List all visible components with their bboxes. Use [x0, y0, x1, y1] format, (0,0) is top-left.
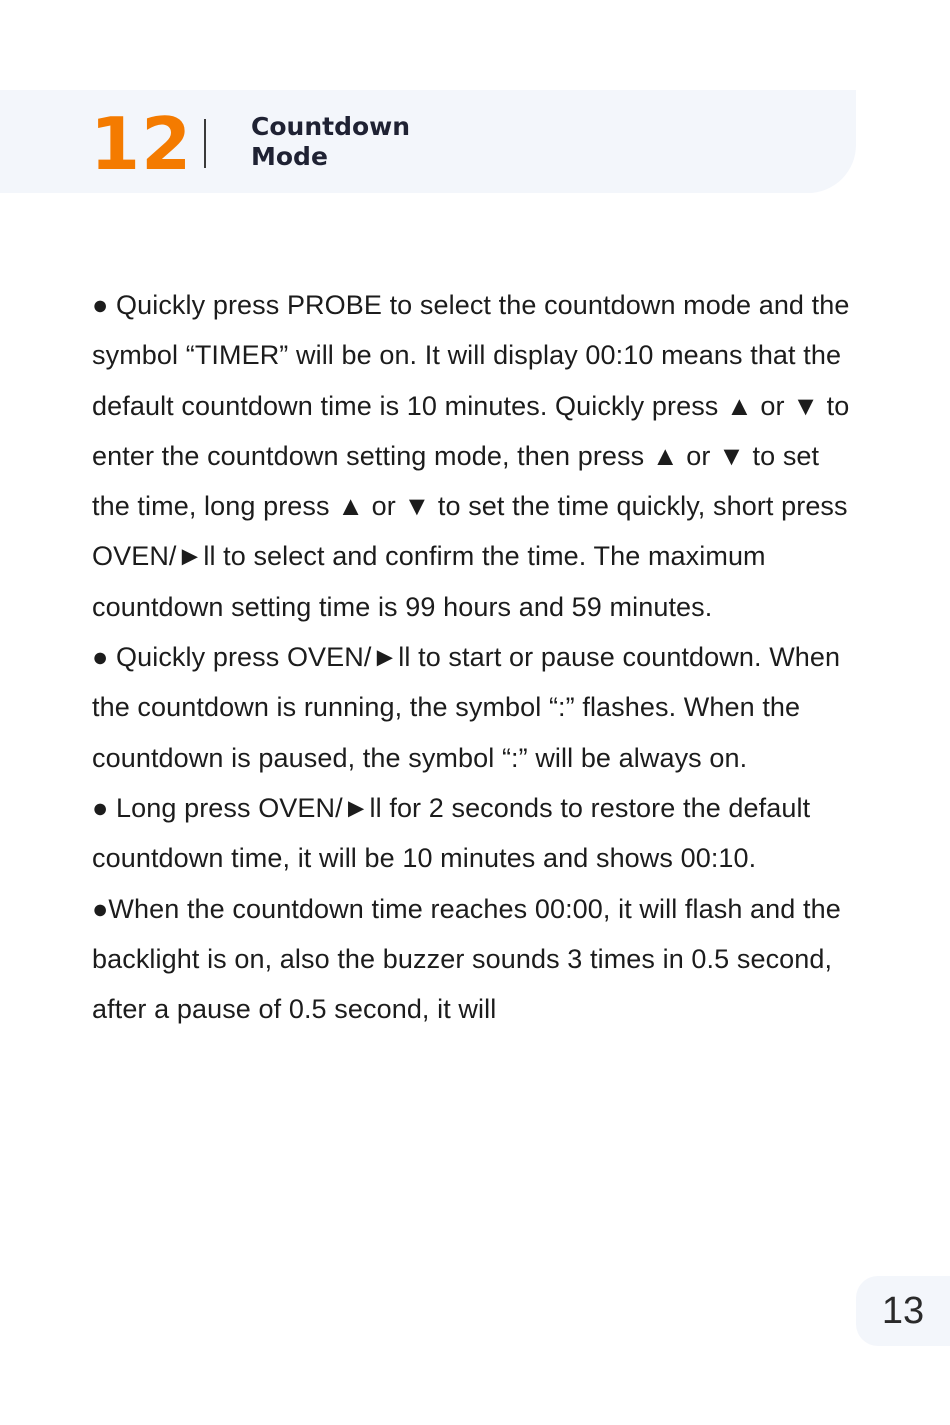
instruction-paragraph-start-pause: ● Quickly press OVEN/►ll to start or pause countdown. When the countdown is running, the symbol “:” flashes. When the countdown is paused, the symbol “:” will be always on.	[92, 642, 841, 773]
header-divider	[204, 119, 206, 168]
section-title-line2: Mode	[251, 142, 328, 171]
instruction-paragraph-select: ● Quickly press PROBE to select the countdown mode and the symbol “TIMER” will be on. It will display 00:10 means that the default countdown time is 10 minutes. Quickly press ▲ or ▼ to enter the countdown setting mode, then press ▲ or ▼ to set the time, long press ▲ or ▼ to set the time quickly, short press OVEN/►ll to select and confirm the time. The maximum countdown setting time is 99 hours and 59 minutes.	[92, 290, 850, 622]
instruction-paragraph-restore: ● Long press OVEN/►ll for 2 seconds to restore the default countdown time, it will be 10 minutes and shows 00:10.	[92, 792, 811, 874]
instruction-paragraph-alarm: ●When the countdown time reaches 00:00, it will flash and the backlight is on, also the buzzer sounds 3 times in 0.5 second, after a pause of 0.5 second, it will	[92, 893, 841, 1025]
page-number: 13	[881, 1290, 925, 1332]
section-title-line1: Countdown	[251, 112, 411, 141]
section-title	[251, 112, 471, 172]
section-number: 12	[90, 102, 193, 186]
instructions-body	[92, 280, 862, 1034]
